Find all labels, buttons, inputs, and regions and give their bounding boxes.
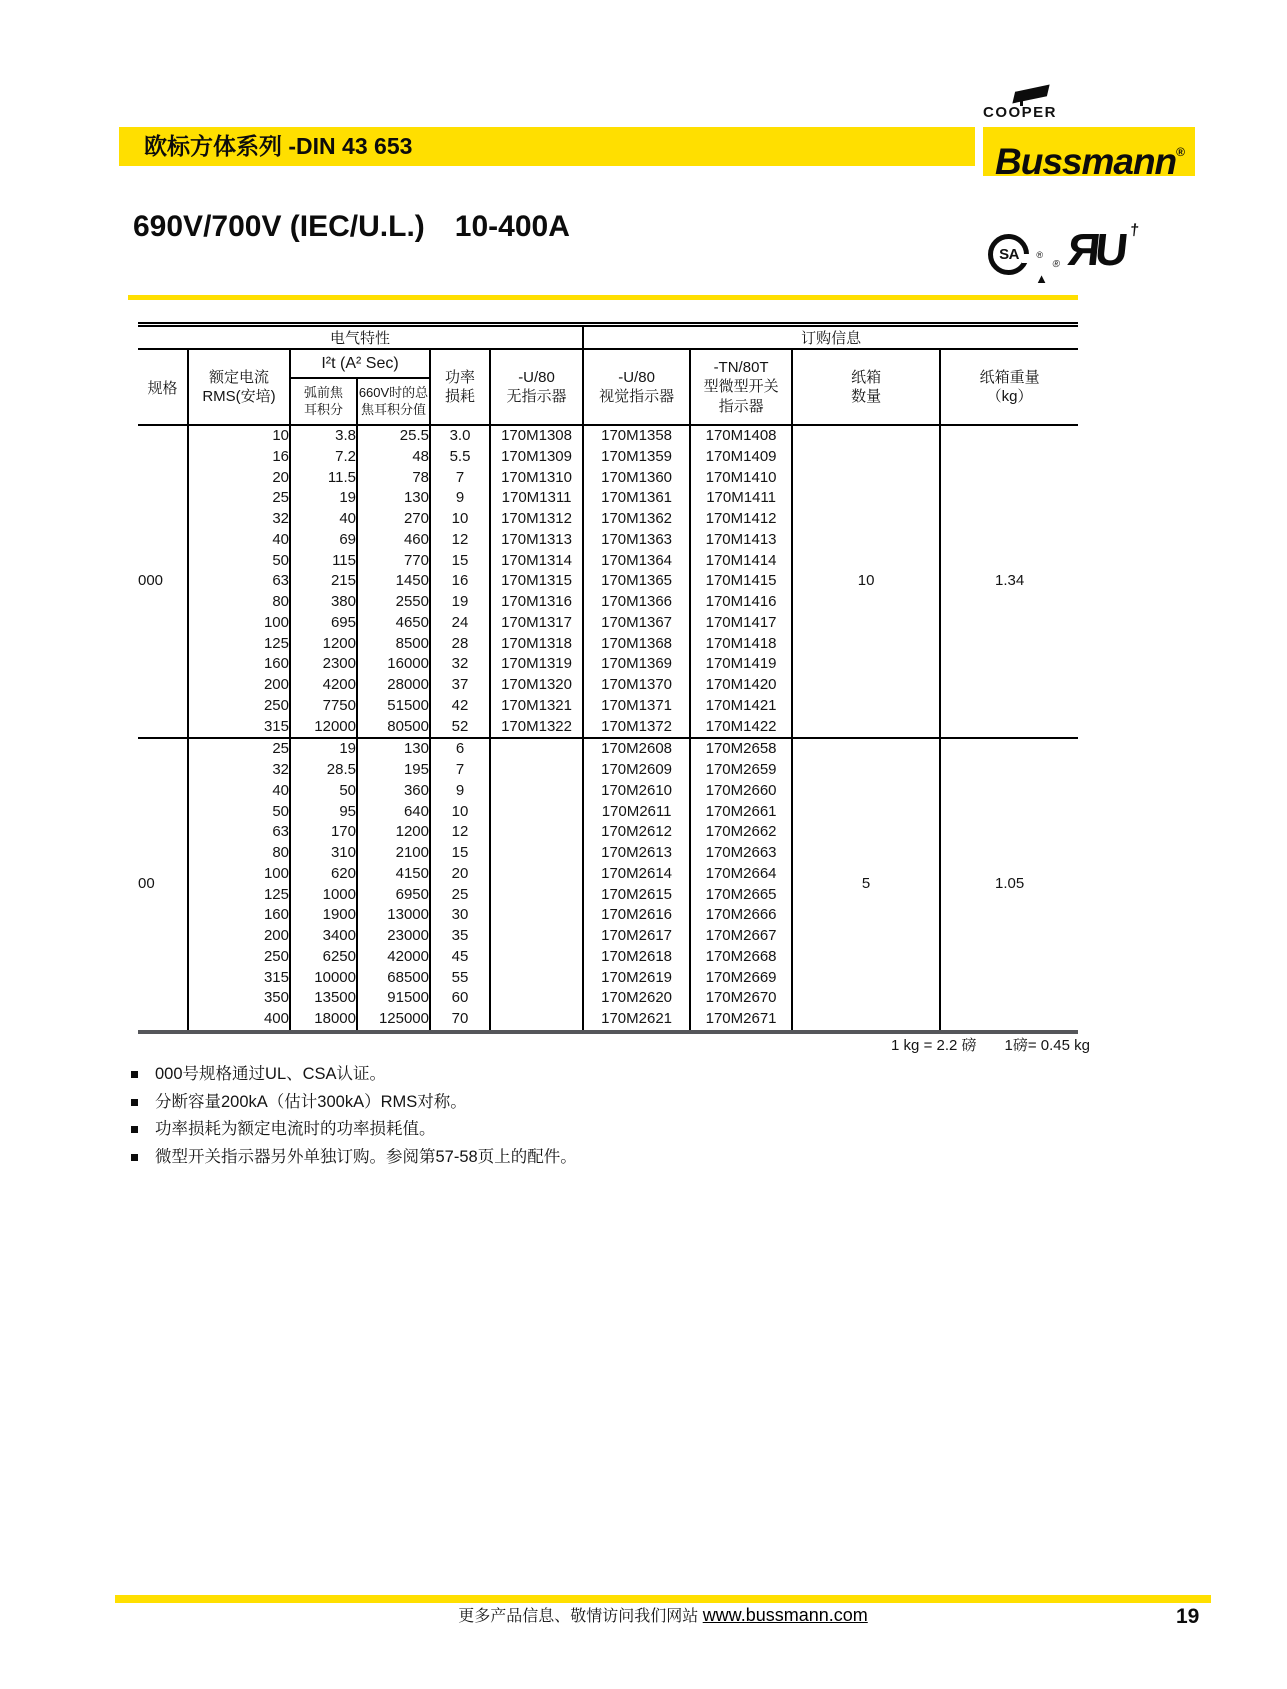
bullet-square-icon: [131, 1154, 138, 1161]
data-cell: 360: [357, 781, 430, 802]
data-cell: 170M1310: [490, 468, 583, 489]
footer-text: 更多产品信息、敬情访问我们网站: [458, 1608, 703, 1625]
data-cell: 170M1311: [490, 488, 583, 509]
col-header-spec: 规格: [138, 349, 188, 425]
tn80t-line3: 指示器: [718, 397, 764, 415]
page-title: [133, 210, 570, 244]
data-cell: 170M1358: [583, 425, 690, 447]
data-cell: 3.8: [290, 425, 357, 447]
note-text: 微型开关指示器另外单独订购。参阅第57-58页上的配件。: [155, 1147, 577, 1166]
data-cell: 16: [430, 571, 490, 592]
data-cell: 170M2665: [690, 885, 792, 906]
data-cell: 35: [430, 926, 490, 947]
notes-list: [131, 1061, 1031, 1171]
data-cell: 3.0: [430, 425, 490, 447]
data-cell: 51500: [357, 696, 430, 717]
data-cell: 2300: [290, 654, 357, 675]
data-cell: 68500: [357, 968, 430, 989]
data-cell: 170M2615: [583, 885, 690, 906]
power-line2: 损耗: [444, 388, 475, 405]
data-cell: 13500: [290, 988, 357, 1009]
group-header-electrical: 电气特性: [138, 325, 583, 350]
data-cell: 130: [357, 738, 430, 760]
data-cell: 160: [188, 905, 290, 926]
u80-plain-line1: -U/80: [518, 368, 555, 386]
conversion-lb-to-kg: 1磅= 0.45 kg: [1004, 1037, 1090, 1054]
data-cell: 40: [290, 509, 357, 530]
data-cell: 115: [290, 551, 357, 572]
data-cell: 170M1320: [490, 675, 583, 696]
data-cell: 1000: [290, 885, 357, 906]
data-cell: 4150: [357, 864, 430, 885]
data-cell: 1200: [290, 634, 357, 655]
data-cell: 170M1410: [690, 468, 792, 489]
data-cell: 60: [430, 988, 490, 1009]
data-cell: 170M2670: [690, 988, 792, 1009]
data-cell: 170M1408: [690, 425, 792, 447]
data-cell: 170M2611: [583, 802, 690, 823]
data-cell: 250: [188, 947, 290, 968]
bullet-square-icon: [131, 1126, 138, 1133]
data-cell: 2100: [357, 843, 430, 864]
data-cell: 170M1318: [490, 634, 583, 655]
data-cell: 3400: [290, 926, 357, 947]
data-cell: 63: [188, 822, 290, 843]
data-cell: 80: [188, 592, 290, 613]
data-cell: 170M2608: [583, 738, 690, 760]
note-item: [131, 1061, 1031, 1089]
data-cell: 350: [188, 988, 290, 1009]
data-cell: 170M1317: [490, 613, 583, 634]
data-cell: 170M1413: [690, 530, 792, 551]
tn80t-line1: -TN/80T: [713, 358, 769, 376]
data-cell: [490, 905, 583, 926]
certification-marks: [986, 222, 1166, 286]
data-cell: 195: [357, 760, 430, 781]
data-cell: 170M2609: [583, 760, 690, 781]
data-cell: 170M1419: [690, 654, 792, 675]
note-item: [131, 1144, 1031, 1172]
data-cell: 170M2668: [690, 947, 792, 968]
data-cell: 250: [188, 696, 290, 717]
data-cell: [490, 822, 583, 843]
data-cell: 170M1315: [490, 571, 583, 592]
data-cell: [490, 988, 583, 1009]
data-cell: 170M1308: [490, 425, 583, 447]
data-cell: 25: [188, 488, 290, 509]
total-i2t-line1: 660V时的总: [358, 384, 429, 400]
data-cell: 30: [430, 905, 490, 926]
note-text: 000号规格通过UL、CSA认证。: [155, 1065, 387, 1083]
data-cell: 170M1314: [490, 551, 583, 572]
data-cell: 170M2617: [583, 926, 690, 947]
tn80t-line2: 型微型开关: [703, 378, 779, 396]
data-cell: 460: [357, 530, 430, 551]
cooper-wordmark: COOPER: [983, 104, 1058, 121]
data-cell: 170M2658: [690, 738, 792, 760]
data-cell: 170M2620: [583, 988, 690, 1009]
data-cell: 50: [188, 802, 290, 823]
table-section-000: [138, 425, 1078, 738]
data-cell: 7: [430, 468, 490, 489]
bussmann-text: Bussmann: [995, 141, 1177, 182]
data-cell: 6250: [290, 947, 357, 968]
power-line1: 功率: [444, 368, 475, 386]
total-i2t-line2: 焦耳积分值: [360, 401, 426, 417]
data-cell: 170M2669: [690, 968, 792, 989]
data-cell: 170M1366: [583, 592, 690, 613]
data-cell: 4650: [357, 613, 430, 634]
data-cell: 91500: [357, 988, 430, 1009]
data-cell: 25: [430, 885, 490, 906]
page-number: 19: [1176, 1605, 1200, 1628]
prearc-line2: 耳积分: [303, 401, 343, 417]
data-cell: 170M1364: [583, 551, 690, 572]
col-header-prearc-i2t: [290, 378, 357, 425]
col-header-rated-current: [188, 349, 290, 425]
data-cell: 695: [290, 613, 357, 634]
conversion-kg-to-lb: 1 kg = 2.2 磅: [891, 1037, 977, 1054]
data-cell: 16: [188, 447, 290, 468]
spec-cell: 00: [138, 738, 188, 1032]
csa-registered-mark: ®: [1036, 250, 1043, 260]
data-cell: 125: [188, 885, 290, 906]
data-cell: 4200: [290, 675, 357, 696]
data-cell: 170M2663: [690, 843, 792, 864]
carton-qty-line1: 纸箱: [851, 368, 882, 386]
data-cell: 170M2662: [690, 822, 792, 843]
data-cell: 28.5: [290, 760, 357, 781]
data-cell: 170: [290, 822, 357, 843]
data-cell: 20: [430, 864, 490, 885]
data-cell: 19: [290, 738, 357, 760]
data-cell: 50: [290, 781, 357, 802]
carton-qty-cell: 10: [792, 425, 940, 738]
data-cell: 170M2661: [690, 802, 792, 823]
data-cell: 9: [430, 488, 490, 509]
data-cell: 24: [430, 613, 490, 634]
data-cell: 270: [357, 509, 430, 530]
data-cell: 170M2613: [583, 843, 690, 864]
data-cell: 69: [290, 530, 357, 551]
data-cell: 170M1412: [690, 509, 792, 530]
spec-table: [138, 322, 1078, 1034]
carton-qty-line2: 数量: [851, 388, 882, 405]
data-cell: 32: [188, 760, 290, 781]
data-cell: 170M1361: [583, 488, 690, 509]
data-cell: 19: [290, 488, 357, 509]
title-underline-rule: [128, 295, 1078, 300]
data-cell: [490, 760, 583, 781]
data-cell: 19: [430, 592, 490, 613]
data-cell: 170M1359: [583, 447, 690, 468]
data-cell: 15: [430, 551, 490, 572]
data-cell: 170M1370: [583, 675, 690, 696]
data-cell: 170M1416: [690, 592, 792, 613]
data-cell: [490, 781, 583, 802]
data-cell: 10000: [290, 968, 357, 989]
data-cell: [490, 843, 583, 864]
page-title-left: 690V/700V (IEC/U.L.): [133, 210, 425, 243]
data-cell: 8500: [357, 634, 430, 655]
table-row: [138, 425, 1078, 447]
col-header-u80-visual-indicator: [583, 349, 690, 425]
data-cell: 45: [430, 947, 490, 968]
data-cell: 170M1421: [690, 696, 792, 717]
data-cell: 380: [290, 592, 357, 613]
col-header-total-i2t-660v: [357, 378, 430, 425]
data-cell: 170M1411: [690, 488, 792, 509]
data-cell: [490, 738, 583, 760]
data-cell: 170M1417: [690, 613, 792, 634]
data-cell: 55: [430, 968, 490, 989]
data-cell: 25.5: [357, 425, 430, 447]
data-cell: 78: [357, 468, 430, 489]
note-item: [131, 1089, 1031, 1117]
data-cell: 28: [430, 634, 490, 655]
carton-weight-line2: （kg）: [986, 388, 1033, 405]
data-cell: 6: [430, 738, 490, 760]
carton-qty-cell: 5: [792, 738, 940, 1032]
cooper-logo: [983, 86, 1195, 124]
spec-cell: 000: [138, 572, 164, 590]
csa-letters: SA: [999, 246, 1019, 263]
data-cell: 170M2610: [583, 781, 690, 802]
rated-current-line1: 额定电流: [208, 368, 269, 386]
data-cell: 37: [430, 675, 490, 696]
col-header-i2t-group: I²t (A² Sec): [290, 349, 430, 378]
data-cell: 12: [430, 822, 490, 843]
bussmann-logo: [983, 127, 1195, 182]
data-cell: 16000: [357, 654, 430, 675]
data-cell: [490, 885, 583, 906]
csa-certification-icon: [988, 234, 1048, 286]
data-cell: 125000: [357, 1009, 430, 1032]
note-text: 功率损耗为额定电流时的功率损耗值。: [155, 1120, 436, 1138]
data-cell: 125: [188, 634, 290, 655]
unit-conversion-note: [138, 1034, 1090, 1055]
u80-visual-line1: -U/80: [618, 368, 655, 386]
data-cell: 7750: [290, 696, 357, 717]
data-cell: 170M1371: [583, 696, 690, 717]
data-cell: 1200: [357, 822, 430, 843]
carton-weight-cell: 1.34: [940, 425, 1078, 738]
data-cell: 640: [357, 802, 430, 823]
table-row: [138, 738, 1078, 760]
col-header-u80-no-indicator: [490, 349, 583, 425]
data-cell: 10: [430, 802, 490, 823]
data-cell: 40: [188, 781, 290, 802]
table-group-header-row: [138, 325, 1078, 350]
data-cell: 170M1422: [690, 717, 792, 739]
data-cell: 80: [188, 843, 290, 864]
data-cell: 40: [188, 530, 290, 551]
data-cell: 95: [290, 802, 357, 823]
data-cell: 2550: [357, 592, 430, 613]
data-cell: 200: [188, 926, 290, 947]
data-cell: 1450: [357, 571, 430, 592]
data-cell: 50: [188, 551, 290, 572]
data-cell: 170M2671: [690, 1009, 792, 1032]
footer-note: [115, 1603, 1211, 1626]
data-cell: [490, 1009, 583, 1032]
data-cell: 170M1363: [583, 530, 690, 551]
data-cell: 6950: [357, 885, 430, 906]
data-cell: 20: [188, 468, 290, 489]
data-cell: 170M1414: [690, 551, 792, 572]
data-cell: 170M1409: [690, 447, 792, 468]
data-cell: 12000: [290, 717, 357, 739]
data-cell: 170M1321: [490, 696, 583, 717]
data-cell: 200: [188, 675, 290, 696]
data-cell: 12: [430, 530, 490, 551]
data-cell: 620: [290, 864, 357, 885]
bullet-square-icon: [131, 1099, 138, 1106]
bullet-square-icon: [131, 1071, 138, 1078]
data-cell: [490, 968, 583, 989]
data-cell: 170M2619: [583, 968, 690, 989]
registered-mark: ®: [1176, 145, 1185, 159]
data-cell: 170M2660: [690, 781, 792, 802]
data-cell: 13000: [357, 905, 430, 926]
data-cell: 170M1316: [490, 592, 583, 613]
data-cell: 42: [430, 696, 490, 717]
data-cell: 170M1313: [490, 530, 583, 551]
data-cell: 23000: [357, 926, 430, 947]
data-cell: [490, 864, 583, 885]
data-cell: 170M1415: [690, 571, 792, 592]
data-cell: 170M2667: [690, 926, 792, 947]
note-text: 分断容量200kA（估计300kA）RMS对称。: [155, 1092, 467, 1111]
data-cell: 170M2612: [583, 822, 690, 843]
series-title-bar: [119, 127, 975, 166]
data-cell: 10: [430, 509, 490, 530]
data-cell: [490, 947, 583, 968]
data-cell: 70: [430, 1009, 490, 1032]
col-header-tn80t-microswitch: [690, 349, 792, 425]
data-cell: 9: [430, 781, 490, 802]
data-cell: 5.5: [430, 447, 490, 468]
data-cell: 315: [188, 717, 290, 739]
data-cell: 130: [357, 488, 430, 509]
col-header-power-loss: [430, 349, 490, 425]
data-cell: 52: [430, 717, 490, 739]
data-cell: 18000: [290, 1009, 357, 1032]
website-link[interactable]: www.bussmann.com: [702, 1605, 868, 1625]
data-cell: 170M2666: [690, 905, 792, 926]
data-cell: 170M1369: [583, 654, 690, 675]
data-cell: 100: [188, 613, 290, 634]
ul-registered-mark: ®: [1051, 259, 1061, 270]
data-cell: 770: [357, 551, 430, 572]
data-cell: 15: [430, 843, 490, 864]
data-cell: 160: [188, 654, 290, 675]
prearc-line1: 弧前焦: [303, 384, 343, 400]
footer-rule: [115, 1595, 1211, 1603]
data-cell: 100: [188, 864, 290, 885]
u80-plain-line2: 无指示器: [506, 388, 567, 405]
data-cell: 28000: [357, 675, 430, 696]
u80-visual-line2: 视觉指示器: [599, 388, 675, 405]
data-cell: 170M1418: [690, 634, 792, 655]
ul-dagger-mark: †: [1129, 222, 1140, 239]
data-cell: 1900: [290, 905, 357, 926]
table-header-row: [138, 349, 1078, 378]
data-cell: 7.2: [290, 447, 357, 468]
carton-weight-line1: 纸箱重量: [979, 368, 1040, 386]
data-cell: 170M1312: [490, 509, 583, 530]
data-cell: 42000: [357, 947, 430, 968]
data-cell: 400: [188, 1009, 290, 1032]
data-cell: 25: [188, 738, 290, 760]
data-cell: 170M1309: [490, 447, 583, 468]
data-cell: 11.5: [290, 468, 357, 489]
rated-current-line2: RMS(安培): [202, 388, 276, 405]
group-header-ordering: 订购信息: [583, 325, 1078, 350]
data-cell: 170M2614: [583, 864, 690, 885]
ul-certification-icon: [1051, 222, 1140, 276]
data-cell: 7: [430, 760, 490, 781]
data-cell: 170M2618: [583, 947, 690, 968]
page-title-right: 10-400A: [454, 210, 570, 243]
data-cell: 215: [290, 571, 357, 592]
data-cell: 170M1365: [583, 571, 690, 592]
data-cell: [490, 926, 583, 947]
data-cell: 170M2659: [690, 760, 792, 781]
csa-triangle-mark: ▲: [1035, 271, 1048, 286]
data-cell: 32: [430, 654, 490, 675]
data-cell: 32: [188, 509, 290, 530]
data-cell: 48: [357, 447, 430, 468]
data-cell: 170M1420: [690, 675, 792, 696]
note-item: [131, 1116, 1031, 1144]
data-cell: 170M1368: [583, 634, 690, 655]
series-title: 欧标方体系列 -DIN 43 653: [144, 133, 413, 159]
data-cell: 170M2616: [583, 905, 690, 926]
data-cell: 170M1362: [583, 509, 690, 530]
data-cell: 80500: [357, 717, 430, 739]
data-cell: 170M1367: [583, 613, 690, 634]
data-cell: [490, 802, 583, 823]
data-cell: 315: [188, 968, 290, 989]
col-header-carton-weight: [940, 349, 1078, 425]
cooper-flag-icon: [1012, 85, 1049, 104]
data-cell: 170M2621: [583, 1009, 690, 1032]
data-cell: 310: [290, 843, 357, 864]
data-cell: 170M1319: [490, 654, 583, 675]
data-cell: 170M1322: [490, 717, 583, 739]
carton-weight-cell: 1.05: [940, 738, 1078, 1032]
data-cell: 63: [188, 571, 290, 592]
bussmann-wordmark: [995, 129, 1185, 185]
data-cell: 170M1360: [583, 468, 690, 489]
ul-letters: ЯU: [1065, 224, 1126, 275]
data-cell: 170M2664: [690, 864, 792, 885]
table-section-00: [138, 738, 1078, 1032]
data-cell: 170M1372: [583, 717, 690, 739]
data-cell: 10: [188, 425, 290, 447]
col-header-carton-qty: [792, 349, 940, 425]
